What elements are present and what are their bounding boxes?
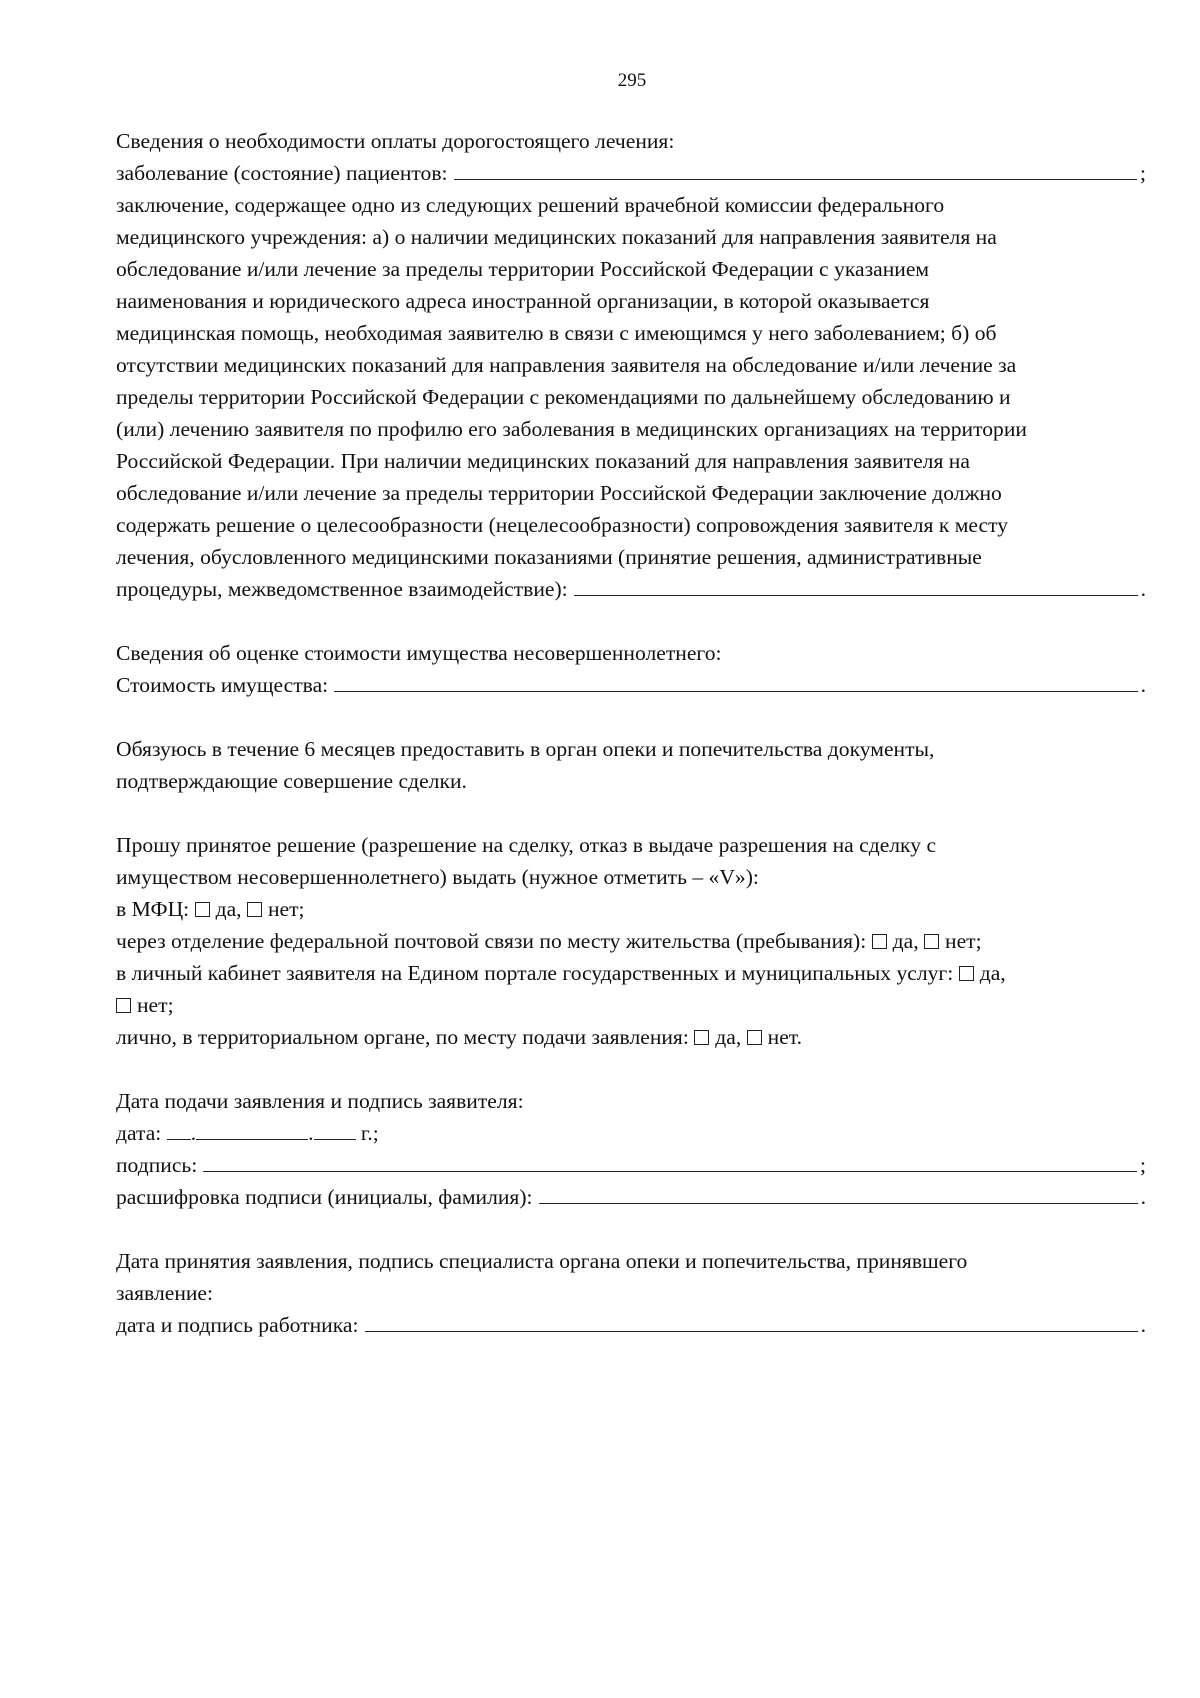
conclusion-line: наименования и юридического адреса иностранной организации, в которой оказывается	[116, 289, 930, 313]
property-value-row	[116, 669, 1146, 701]
date-separator: .	[308, 1121, 314, 1145]
delivery-option-post	[116, 925, 1146, 957]
conclusion-line: пределы территории Российской Федерации с рекомендациями по дальнейшему обследованию и	[116, 385, 1011, 409]
property-heading: Сведения об оценке стоимости имущества несовершеннолетнего:	[116, 641, 722, 665]
day-input-line[interactable]	[167, 1117, 191, 1140]
signature-row	[116, 1149, 1146, 1181]
conclusion-line: лечения, обусловленного медицинскими показаниями (принятие решения, административные	[116, 545, 982, 569]
section-spacer	[116, 1213, 1146, 1245]
section-spacer	[116, 605, 1146, 637]
yes-label: да,	[892, 929, 919, 953]
signature-end: ;	[1140, 1153, 1146, 1177]
worker-row	[116, 1309, 1146, 1341]
page-number: 295	[617, 70, 647, 91]
application-date-heading: Дата подачи заявления и подпись заявителя:	[116, 1089, 524, 1113]
signature-label: подпись:	[116, 1153, 198, 1177]
signature-input-line[interactable]	[203, 1149, 1137, 1172]
no-label: нет;	[945, 929, 982, 953]
form-content	[116, 125, 1146, 1341]
portal-no-checkbox[interactable]	[116, 998, 131, 1013]
decoding-input-line[interactable]	[539, 1181, 1138, 1204]
disease-label: заболевание (состояние) пациентов:	[116, 161, 448, 185]
conclusion-line: (или) лечению заявителя по профилю его заболевания в медицинских организациях на территории	[116, 417, 1027, 441]
conclusion-line: заключение, содержащее одно из следующих решений врачебной комиссии федерального	[116, 193, 945, 217]
mfc-yes-checkbox[interactable]	[195, 902, 210, 917]
post-label: через отделение федеральной почтовой связи по месту жительства (пребывания):	[116, 929, 867, 953]
yes-label: да,	[215, 897, 242, 921]
conclusion-field-row	[116, 573, 1146, 605]
worker-input-line[interactable]	[365, 1309, 1138, 1332]
property-value-end: .	[1140, 673, 1146, 697]
no-label: нет.	[767, 1025, 803, 1049]
property-value-label: Стоимость имущества:	[116, 673, 329, 697]
section-spacer	[116, 1053, 1146, 1085]
delivery-option-personal	[116, 1021, 1146, 1053]
mfc-no-checkbox[interactable]	[247, 902, 262, 917]
acceptance-line: заявление:	[116, 1281, 214, 1305]
delivery-intro-line: имуществом несовершеннолетнего) выдать (нужное отметить – «V»):	[116, 865, 759, 889]
section-spacer	[116, 701, 1146, 733]
worker-end: .	[1140, 1313, 1146, 1337]
delivery-option-mfc	[116, 893, 1146, 925]
no-label: нет;	[137, 993, 174, 1017]
conclusion-end: .	[1140, 577, 1146, 601]
date-row	[116, 1117, 1146, 1149]
no-label: нет;	[267, 897, 305, 921]
personal-yes-checkbox[interactable]	[694, 1030, 709, 1045]
conclusion-input-line[interactable]	[574, 573, 1138, 596]
portal-yes-checkbox[interactable]	[959, 966, 974, 981]
date-label: дата:	[116, 1121, 162, 1145]
delivery-option-portal-continued	[116, 989, 1146, 1021]
year-input-line[interactable]	[314, 1117, 356, 1140]
yes-label: да,	[979, 961, 1006, 985]
date-separator: .	[190, 1121, 197, 1145]
worker-label: дата и подпись работника:	[116, 1313, 359, 1337]
personal-no-checkbox[interactable]	[747, 1030, 762, 1045]
conclusion-line: отсутствии медицинских показаний для направления заявителя на обследование и/или лечение за	[116, 353, 1017, 377]
conclusion-line: содержать решение о целесообразности (нецелесообразности) сопровождения заявителя к месту	[116, 513, 1009, 537]
section-spacer	[116, 797, 1146, 829]
delivery-intro-line: Прошу принятое решение (разрешение на сделку, отказ в выдаче разрешения на сделку с	[116, 833, 937, 857]
conclusion-line: обследование и/или лечение за пределы территории Российской Федерации заключение должно	[116, 481, 1002, 505]
delivery-option-portal	[116, 957, 1146, 989]
disease-end: ;	[1140, 161, 1146, 185]
conclusion-line: обследование и/или лечение за пределы территории Российской Федерации с указанием	[116, 257, 930, 281]
portal-label: в личный кабинет заявителя на Едином портале государственных и муниципальных услуг:	[116, 961, 954, 985]
acceptance-line: Дата принятия заявления, подпись специалиста органа опеки и попечительства, принявшего	[116, 1249, 968, 1273]
conclusion-line: медицинского учреждения: а) о наличии медицинских показаний для направления заявителя на	[116, 225, 997, 249]
decoding-row	[116, 1181, 1146, 1213]
treatment-heading: Сведения о необходимости оплаты дорогостоящего лечения:	[116, 129, 675, 153]
mfc-label: в МФЦ:	[116, 897, 190, 921]
decoding-label: расшифровка подписи (инициалы, фамилия):	[116, 1185, 533, 1209]
disease-input-line[interactable]	[454, 157, 1137, 180]
yes-label: да,	[715, 1025, 742, 1049]
conclusion-last-label: процедуры, межведомственное взаимодействие):	[116, 577, 568, 601]
decoding-end: .	[1140, 1185, 1146, 1209]
post-yes-checkbox[interactable]	[872, 934, 887, 949]
conclusion-line: Российской Федерации. При наличии медицинских показаний для направления заявителя на	[116, 449, 970, 473]
obligation-line: Обязуюсь в течение 6 месяцев предоставить в орган опеки и попечительства документы,	[116, 737, 935, 761]
post-no-checkbox[interactable]	[924, 934, 939, 949]
year-suffix: г.;	[360, 1121, 379, 1145]
personal-label: лично, в территориальном органе, по месту подачи заявления:	[116, 1025, 689, 1049]
property-value-input-line[interactable]	[334, 669, 1137, 692]
disease-field-row	[116, 157, 1146, 189]
month-input-line[interactable]	[196, 1117, 308, 1140]
conclusion-line: медицинская помощь, необходимая заявителю в связи с имеющимся у него заболеванием; б) об	[116, 321, 997, 345]
obligation-line: подтверждающие совершение сделки.	[116, 769, 467, 793]
